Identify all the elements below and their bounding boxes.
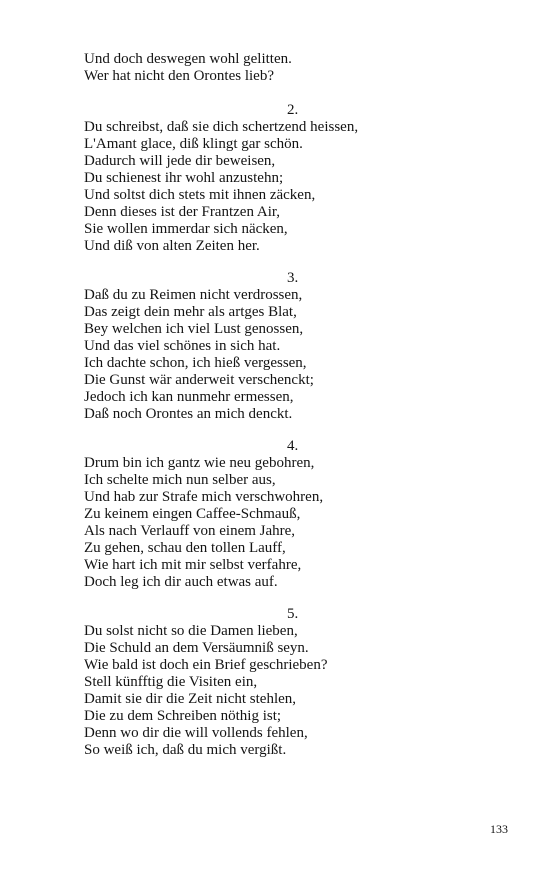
- verse-line: So weiß ich, daß du mich vergißt.: [84, 742, 287, 758]
- verse-line: Und hab zur Strafe mich verschwohren,: [84, 489, 324, 505]
- verse-line: Daß du zu Reimen nicht verdrossen,: [84, 287, 303, 303]
- verse-line: Und soltst dich stets mit ihnen zäcken,: [84, 187, 316, 203]
- verse-line: Die zu dem Schreiben nöthig ist;: [84, 708, 282, 724]
- stanza-number: 2.: [287, 102, 299, 118]
- page-number: 133: [490, 822, 508, 836]
- verse-line: Wie hart ich mit mir selbst verfahre,: [84, 557, 302, 573]
- verse-line: Ich schelte mich nun selber aus,: [84, 472, 276, 488]
- verse-line: Denn wo dir die will vollends fehlen,: [84, 725, 308, 741]
- stanza-5: [84, 606, 504, 759]
- verse-line: Stell künfftig die Visiten ein,: [84, 674, 258, 690]
- verse-line: Daß noch Orontes an mich denckt.: [84, 406, 293, 422]
- verse-line: Sie wollen immerdar sich näcken,: [84, 221, 288, 237]
- stanza-number: 3.: [287, 270, 299, 286]
- verse-line: Und das viel schönes in sich hat.: [84, 338, 281, 354]
- verse-line: Ich dachte schon, ich hieß vergessen,: [84, 355, 307, 371]
- verse-line: Doch leg ich dir auch etwas auf.: [84, 574, 278, 590]
- verse-line: Du schienest ihr wohl anzustehn;: [84, 170, 284, 186]
- verse-line: Und diß von alten Zeiten her.: [84, 238, 260, 254]
- stanza-2: [84, 102, 504, 255]
- verse-line: L'Amant glace, diß klingt gar schön.: [84, 136, 303, 152]
- verse-line: Denn dieses ist der Frantzen Air,: [84, 204, 281, 220]
- verse-line: Zu gehen, schau den tollen Lauff,: [84, 540, 286, 556]
- verse-line: Wie bald ist doch ein Brief geschrieben?: [84, 657, 328, 673]
- verse-line: Dadurch will jede dir beweisen,: [84, 153, 276, 169]
- verse-line: Das zeigt dein mehr als artges Blat,: [84, 304, 297, 320]
- verse-line: Jedoch ich kan nunmehr ermessen,: [84, 389, 294, 405]
- stanza-4: [84, 438, 504, 591]
- verse-line: Damit sie dir die Zeit nicht stehlen,: [84, 691, 297, 707]
- verse-line: Als nach Verlauff von einem Jahre,: [84, 523, 296, 539]
- verse-line: Die Schuld an dem Versäumniß seyn.: [84, 640, 309, 656]
- verse-line: Bey welchen ich viel Lust genossen,: [84, 321, 304, 337]
- stanza-continuation: [84, 51, 504, 85]
- verse-line: Wer hat nicht den Orontes lieb?: [84, 68, 274, 84]
- verse-line: Du schreibst, daß sie dich schertzend heissen,: [84, 119, 359, 135]
- verse-line: Zu keinem eingen Caffee-Schmauß,: [84, 506, 301, 522]
- stanza-3: [84, 270, 504, 423]
- verse-line: Drum bin ich gantz wie neu gebohren,: [84, 455, 315, 471]
- stanza-number: 4.: [287, 438, 299, 454]
- verse-line: Und doch deswegen wohl gelitten.: [84, 51, 292, 67]
- verse-line: Du solst nicht so die Damen lieben,: [84, 623, 298, 639]
- stanza-number: 5.: [287, 606, 299, 622]
- verse-line: Die Gunst wär anderweit verschenckt;: [84, 372, 314, 388]
